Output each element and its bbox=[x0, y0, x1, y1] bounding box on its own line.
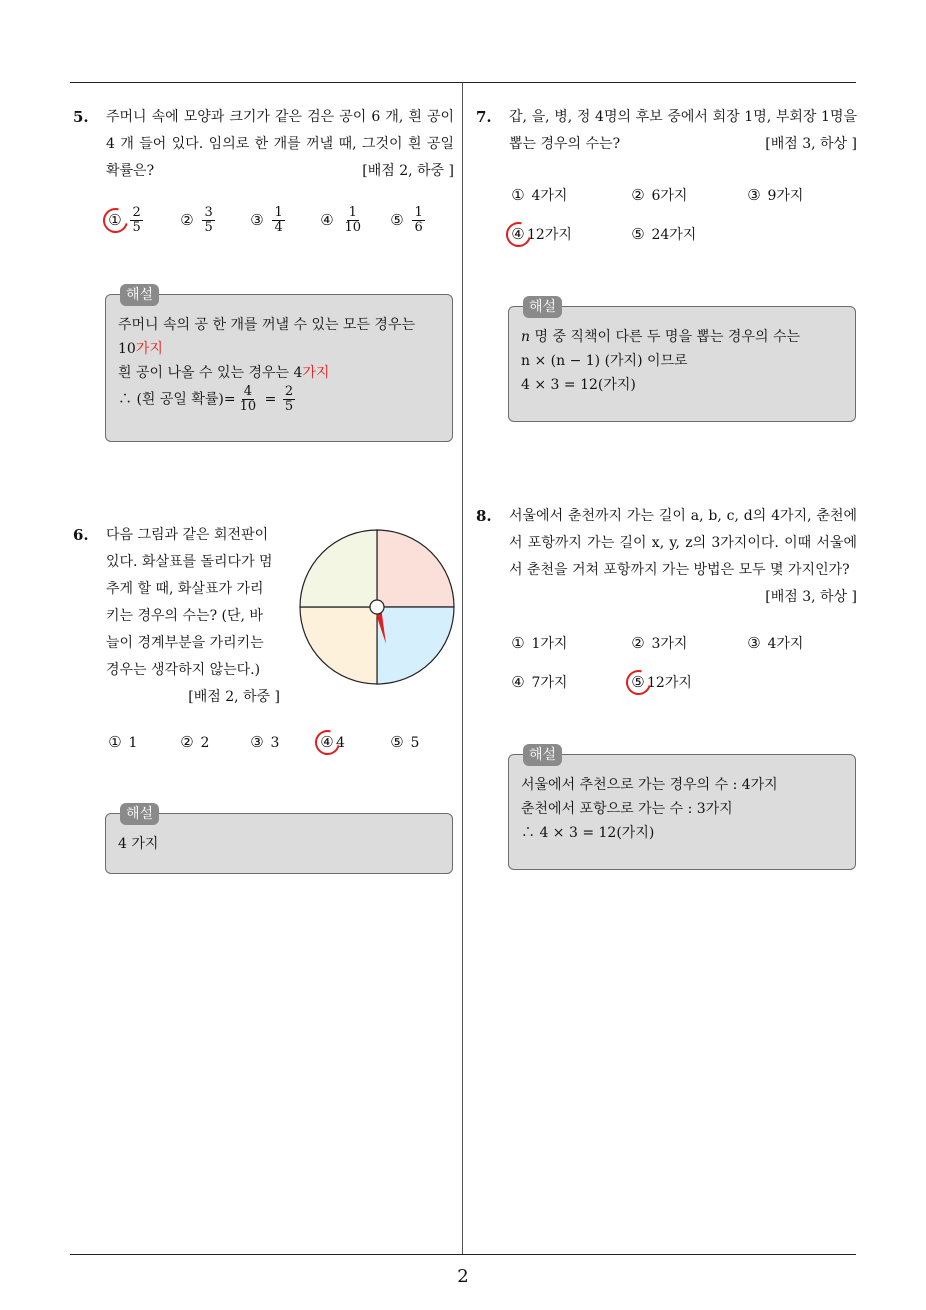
choice-3[interactable]: ③ 9가지 bbox=[747, 186, 804, 204]
question-number: 8. bbox=[476, 507, 492, 525]
spinner-figure bbox=[298, 528, 456, 686]
solution-line: 춘천에서 포항으로 가는 수 : 3가지 bbox=[521, 801, 733, 817]
question-number: 7. bbox=[476, 108, 492, 126]
choice-3[interactable]: ③ 4가지 bbox=[747, 634, 804, 652]
question-text: 갑, 을, 병, 정 4명의 후보 중에서 회장 1명, 부회장 1명을 뽑는 경우의 수는? [배점 3, 하상 ] bbox=[509, 104, 857, 158]
question-meta: [배점 2, 하중 ] bbox=[188, 689, 280, 705]
choice-2[interactable]: ② 2 bbox=[180, 733, 210, 751]
question-meta: [배점 2, 하중 ] bbox=[362, 163, 454, 179]
choice-5[interactable]: ⑤ 12가지 bbox=[629, 672, 692, 693]
question-number: 5. bbox=[73, 108, 89, 126]
solution-box-q6 bbox=[105, 806, 453, 874]
solution-box-q8 bbox=[508, 747, 856, 870]
solution-line: ∴ 4 × 3 = 12(가지) bbox=[521, 825, 655, 841]
question-text: 주머니 속에 모양과 크기가 같은 검은 공이 6 개, 흰 공이 4 개 들어 있다. 임의로 한 개를 꺼낼 때, 그것이 흰 공일 확률은? [배점 2, 하중 ] bbox=[106, 104, 454, 185]
bottom-rule bbox=[70, 1254, 856, 1255]
choice-4[interactable]: ④ 12가지 bbox=[509, 224, 572, 245]
solution-line: 10가지 bbox=[118, 341, 163, 357]
solution-tag: 해설 bbox=[120, 803, 159, 825]
question-8 bbox=[476, 503, 857, 611]
choice-1[interactable]: ① 1 bbox=[108, 733, 138, 751]
question-6: 6. 다음 그림과 같은 회전판이 있다. 화살표를 돌리다가 멈 추게 할 때, 화살표가 가리 키는 경우의 수는? (단, 바 늘이 경계부분을 가리키는 경우는 생각하지 않는다.) [배점 2, 하중 ] bbox=[106, 522, 296, 711]
choice-2[interactable]: ② 3가지 bbox=[631, 634, 688, 652]
fraction: $\frac{1}{6}$ bbox=[414, 205, 423, 235]
spinner-sector bbox=[300, 607, 377, 684]
solution-box-q5 bbox=[105, 287, 453, 442]
spinner-sector bbox=[300, 530, 377, 607]
question-5 bbox=[73, 104, 454, 185]
fraction: $\frac{3}{5}$ bbox=[204, 205, 213, 235]
top-rule bbox=[70, 82, 856, 83]
question-number: 6. bbox=[73, 526, 89, 544]
choice-2[interactable]: ② 6가지 bbox=[631, 186, 688, 204]
page-number: 2 bbox=[457, 1266, 469, 1287]
spinner-sector bbox=[377, 607, 454, 684]
solution-line: 4 × 3 = 12(가지) bbox=[521, 377, 636, 393]
question-7 bbox=[476, 104, 857, 158]
choice-1[interactable]: ① 4가지 bbox=[511, 186, 568, 204]
solution-line: ∴ (흰 공일 확률)= $\frac{4}{10}$ = $\frac{2}{5}$ bbox=[118, 384, 294, 414]
choice-5[interactable]: ⑤ 24가지 bbox=[631, 225, 697, 243]
choice-4[interactable]: ④ $\frac{1}{10}$ bbox=[320, 205, 361, 235]
solution-line: n 명 중 직책이 다른 두 명을 뽑는 경우의 수는 bbox=[521, 329, 800, 345]
choice-5[interactable]: ⑤ 5 bbox=[390, 733, 420, 751]
solution-tag: 해설 bbox=[523, 296, 562, 318]
question-text: 서울에서 춘천까지 가는 길이 a, b, c, d의 4가지, 춘천에서 포항까지 가는 길이 x, y, z의 3가지이다. 이때 서울에서 춘천을 거쳐 포항까지 가는 방법은 모두 몇 가지인가? [배점 3, 하상 ] bbox=[509, 503, 857, 584]
solution-line: 흰 공이 나올 수 있는 경우는 4가지 bbox=[118, 365, 330, 381]
choice-1[interactable]: ① 1가지 bbox=[511, 634, 568, 652]
question-meta: [배점 3, 하상 ] bbox=[765, 589, 857, 605]
column-divider bbox=[462, 83, 463, 1255]
solution-line: 4 가지 bbox=[118, 836, 159, 852]
solution-tag: 해설 bbox=[523, 744, 562, 766]
choice-3[interactable]: ③ $\frac{1}{4}$ bbox=[250, 205, 283, 235]
circled-answer-mark: ⑤ bbox=[629, 672, 647, 692]
spinner-hub bbox=[370, 600, 384, 614]
fraction: $\frac{2}{5}$ bbox=[132, 205, 141, 235]
solution-tag: 해설 bbox=[120, 284, 159, 306]
choice-4[interactable]: ④ 7가지 bbox=[511, 673, 568, 691]
solution-line: n × (n − 1) (가지) 이므로 bbox=[521, 353, 688, 369]
choice-3[interactable]: ③ 3 bbox=[250, 733, 280, 751]
fraction: $\frac{1}{4}$ bbox=[274, 205, 283, 235]
spinner-sector bbox=[377, 530, 454, 607]
solution-box-q7 bbox=[508, 299, 856, 422]
question-meta: [배점 3, 하상 ] bbox=[765, 136, 857, 152]
circled-answer-mark: ④ bbox=[318, 732, 336, 752]
solution-line: 주머니 속의 공 한 개를 꺼낼 수 있는 모든 경우는 bbox=[118, 317, 416, 333]
solution-line: 서울에서 추천으로 가는 경우의 수 : 4가지 bbox=[521, 777, 778, 793]
fraction: $\frac{1}{10}$ bbox=[344, 205, 361, 235]
circled-answer-mark: ④ bbox=[509, 224, 527, 244]
choice-1[interactable] bbox=[106, 206, 145, 235]
circled-answer-mark: ① bbox=[106, 210, 124, 230]
choice-2[interactable]: ② $\frac{3}{5}$ bbox=[180, 205, 213, 235]
choice-5[interactable]: ⑤ $\frac{1}{6}$ bbox=[390, 205, 423, 235]
choice-4[interactable]: ④ 4 bbox=[318, 732, 345, 753]
